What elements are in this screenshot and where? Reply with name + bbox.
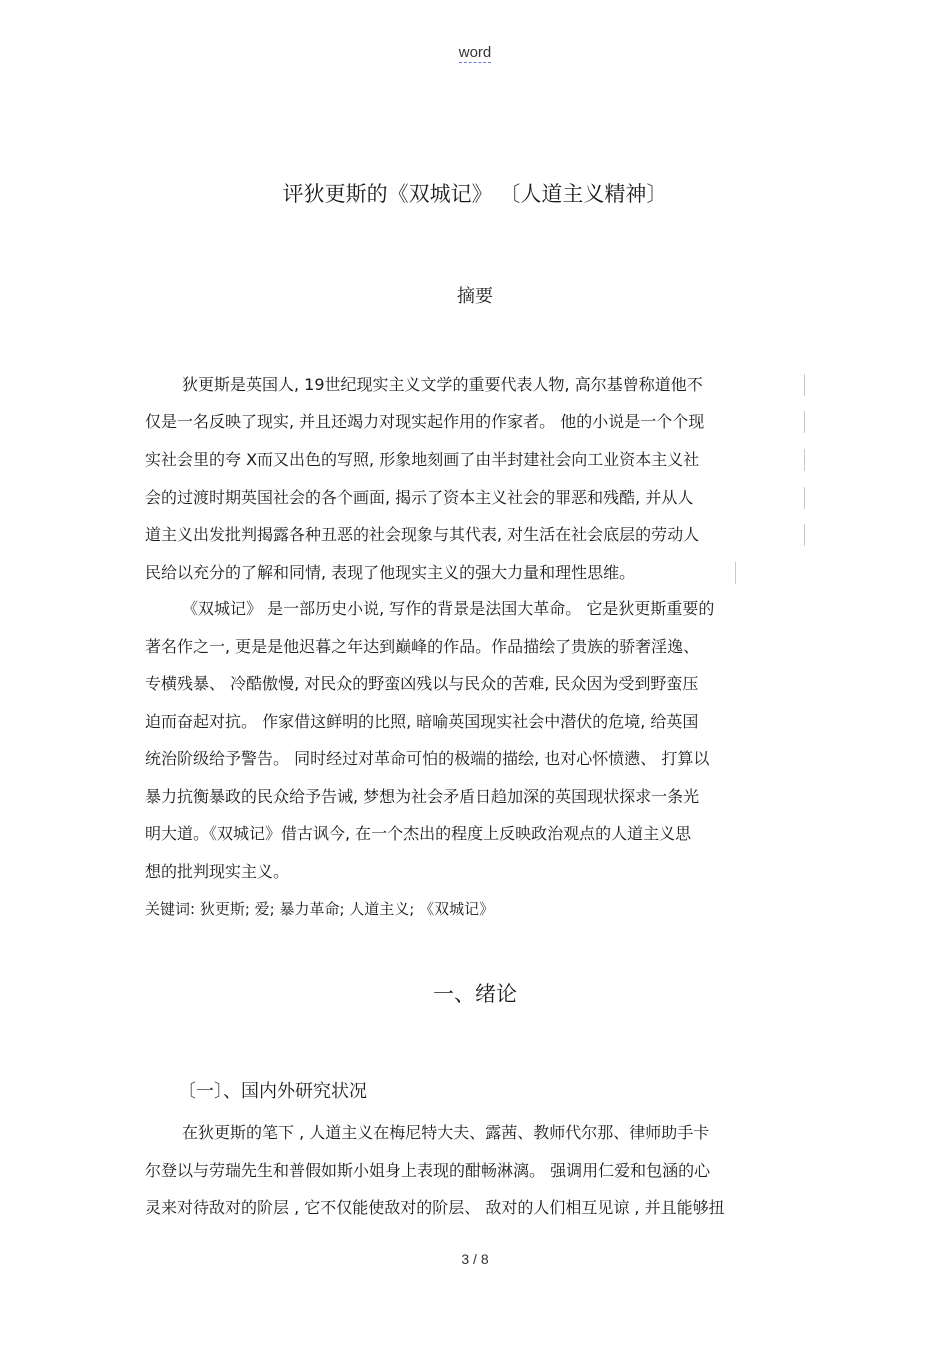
- abstract-line: 迫而奋起对抗。 作家借这鲜明的比照, 暗喻英国现实社会中潜伏的危境, 给英国: [145, 712, 699, 731]
- abstract-heading: 摘要: [457, 286, 493, 307]
- abstract-line: 明大道。《双城记》借古讽今, 在一个杰出的程度上反映政治观点的人道主义思: [145, 824, 692, 843]
- abstract-line: 著名作之一, 更是是他迟暮之年达到巅峰的作品。作品描绘了贵族的骄奢淫逸、: [145, 637, 700, 656]
- abstract-line: 会的过渡时期英国社会的各个画面, 揭示了资本主义社会的罪恶和残酷, 并从人: [145, 487, 805, 509]
- header-word: word: [458, 44, 492, 61]
- page-header: [0, 44, 950, 61]
- abstract-line: 想的批判现实主义。: [145, 862, 290, 881]
- subsection-heading: 〔一〕、国内外研究状况: [178, 1081, 367, 1102]
- abstract-line: 专横残暴、 冷酷傲慢, 对民众的野蛮凶残以与民众的苦难, 民众因为受到野蛮压: [145, 674, 699, 693]
- abstract-line: 统治阶级给予警告。 同时经过对革命可怕的极端的描绘, 也对心怀愤懑、 打算以: [145, 749, 710, 768]
- abstract-line: 狄更斯是英国人, 19世纪现实主义文学的重要代表人物, 高尔基曾称道他不: [182, 374, 805, 396]
- body-line: 在狄更斯的笔下 , 人道主义在梅尼特大夫、露茜、教师代尔那、律师助手卡: [182, 1123, 710, 1142]
- abstract-line: 《双城记》 是一部历史小说, 写作的背景是法国大革命。 它是狄更斯重要的: [182, 599, 715, 618]
- page-number: 3 / 8: [461, 1251, 489, 1267]
- abstract-line: 民给以充分的了解和同情, 表现了他现实主义的强大力量和理性思维。: [145, 562, 736, 584]
- abstract-line: 实社会里的夸 X而又出色的写照, 形象地刻画了由半封建社会向工业资本主义社: [145, 449, 805, 471]
- keywords-line: 关键词: 狄更斯; 爱; 暴力革命; 人道主义; 《双城记》: [145, 900, 495, 918]
- document-title: 评狄更斯的《双城记》 〔人道主义精神〕: [282, 182, 668, 206]
- abstract-line: 暴力抗衡暴政的民众给予告诫, 梦想为社会矛盾日趋加深的英国现状探求一条光: [145, 787, 700, 806]
- abstract-line: 仅是一名反映了现实, 并且还竭力对现实起作用的作家者。 他的小说是一个个现: [145, 411, 805, 433]
- abstract-line: 道主义出发批判揭露各种丑恶的社会现象与其代表, 对生活在社会底层的劳动人: [145, 524, 805, 546]
- body-line: 灵来对待敌对的阶层 , 它不仅能使敌对的阶层、 敌对的人们相互见谅 , 并且能够扭: [145, 1198, 725, 1217]
- body-line: 尔登以与劳瑞先生和普假如斯小姐身上表现的酣畅淋漓。 强调用仁爱和包涵的心: [145, 1161, 711, 1180]
- section-heading: 一、绪论: [433, 982, 517, 1006]
